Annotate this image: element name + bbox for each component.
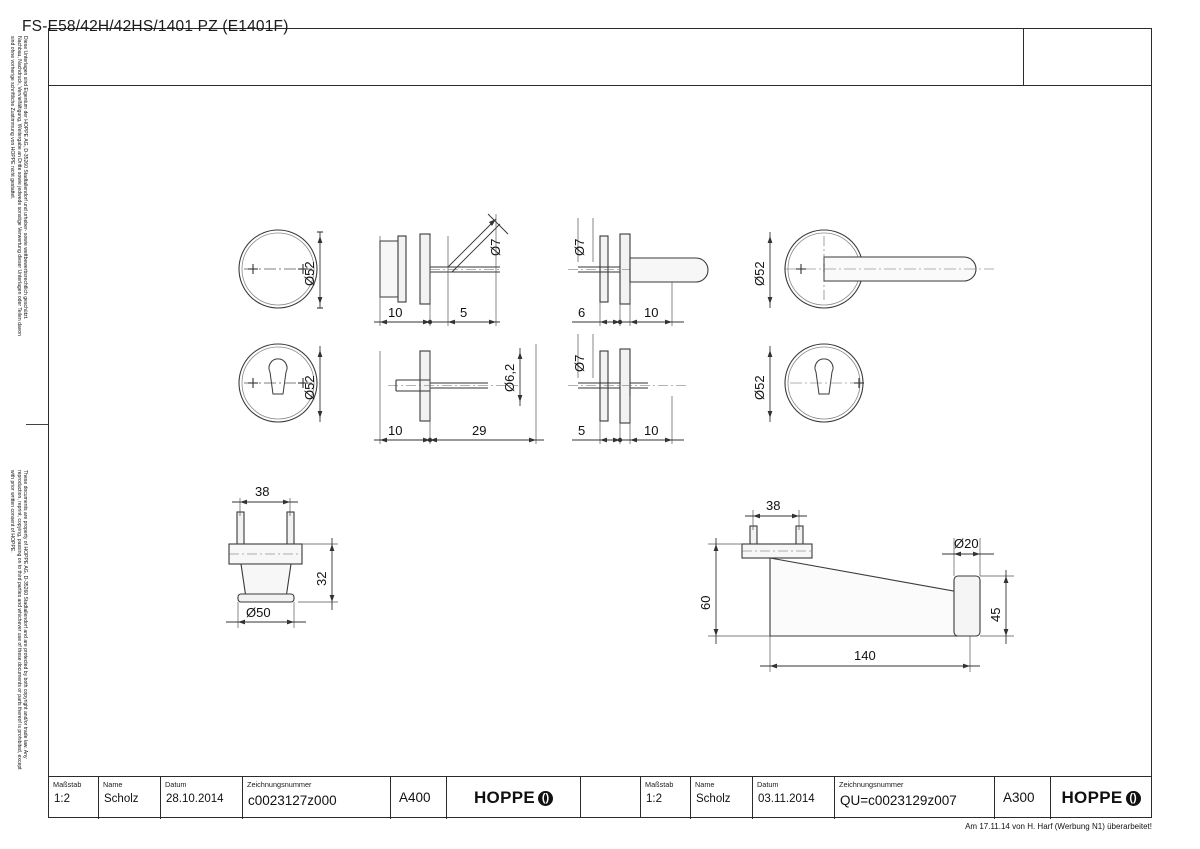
tb-left-drawing-no-value: c0023127z000 (248, 793, 337, 808)
tb-left-scale (49, 777, 99, 819)
dim-spindle-7b: Ø7 (572, 238, 587, 256)
tb-left-date-value: 28.10.2014 (166, 793, 224, 805)
hoppe-mark-icon-left: () (538, 791, 553, 806)
tb-right-drawing-no-value: QU=c0023129z007 (840, 793, 957, 808)
dim-10a: 10 (388, 305, 403, 320)
hoppe-logo-right (1051, 777, 1151, 819)
tb-left-name-label: Name (103, 780, 123, 789)
hoppe-logo-left (447, 777, 580, 819)
tb-right-sheet (995, 777, 1051, 819)
technical-drawing-area (48, 86, 1152, 732)
tb-left-drawing-no (243, 777, 391, 819)
titleblock-left (48, 776, 581, 818)
title-divider (1023, 28, 1024, 86)
legal-text-en: These documents are property of HOPPE AG, D-35260 Stadtallendorf and are protected by both copyright and/or trade law. Any reproduction, reprint, copying, passing on to third parties and whichever use of these documents or parts thereof is prohibited, except with prior written consent of HOPPE. (9, 470, 28, 770)
dim-rosette-52-4: Ø52 (752, 375, 767, 400)
dim-6: 6 (578, 305, 586, 320)
tb-left-sheet (391, 777, 447, 819)
dim-spindle-7c: Ø7 (572, 354, 587, 372)
revision-note: Am 17.11.14 von H. Harf (Werbung N1) überarbeitet! (965, 822, 1152, 831)
dim-rosette-52-2: Ø52 (302, 375, 317, 400)
fold-mark (26, 424, 48, 425)
tb-right-drawing-no-label: Zeichnungsnummer (839, 780, 904, 789)
dim-grip-20: Ø20 (954, 536, 979, 551)
dim-140: 140 (854, 648, 876, 663)
tb-right-name-value: Scholz (696, 793, 731, 805)
dim-screw-62: Ø6,2 (502, 363, 517, 392)
tb-right-scale-label: Maßstab (645, 780, 674, 789)
tb-left-drawing-no-label: Zeichnungsnummer (247, 780, 312, 789)
dim-knob-50: Ø50 (246, 605, 271, 620)
tb-right-date-value: 03.11.2014 (758, 793, 815, 805)
dim-60: 60 (698, 595, 713, 610)
title-bar (48, 28, 1152, 86)
tb-left-name-value: Scholz (104, 793, 139, 805)
dim-5b: 5 (578, 423, 586, 438)
dim-38b: 38 (766, 498, 781, 513)
tb-right-name-label: Name (695, 780, 715, 789)
tb-left-sheet-value: A400 (399, 790, 431, 805)
dim-rosette-52-3: Ø52 (752, 261, 767, 286)
tb-right-name (691, 777, 753, 819)
tb-right-scale (641, 777, 691, 819)
tb-left-name (99, 777, 161, 819)
dim-29: 29 (472, 423, 487, 438)
dim-45: 45 (988, 607, 1003, 622)
tb-left-date (161, 777, 243, 819)
dim-spindle-7: Ø7 (488, 238, 503, 256)
legal-text-de: Diese Unterlagen sind Eigentum der HOPPE AG, D-35260 Stadtallendorf und urheber- sowie wettbewerbsrechtlich geschützt. Nachbau, Nachdruck, Vervielfältigung, Weitergabe an Dritte sowie jedwede sonstige Verwertung dieser Unterlagen oder Teilen davon sind ohne vorherige schriftliche Zustimmung von HOPPE nicht gestattet. (9, 36, 28, 336)
page-title: FS-E58/42H/42HS/1401 PZ (E1401F) (22, 18, 289, 35)
dim-10b: 10 (644, 305, 659, 320)
tb-right-drawing-no (835, 777, 995, 819)
dim-10d: 10 (644, 423, 659, 438)
tb-right-date (753, 777, 835, 819)
hoppe-mark-icon-right: () (1126, 791, 1141, 806)
hoppe-wordmark-right: HOPPE (1061, 788, 1123, 807)
tb-left-scale-label: Maßstab (53, 780, 82, 789)
tb-right-date-label: Datum (757, 780, 779, 789)
hoppe-wordmark-left: HOPPE (473, 788, 536, 807)
tb-right-scale-value: 1:2 (646, 793, 662, 805)
tb-left-date-label: Datum (165, 780, 187, 789)
dim-10c: 10 (388, 423, 403, 438)
tb-right-sheet-value: A300 (1003, 790, 1035, 805)
drawing-svg (48, 86, 1152, 732)
dim-38a: 38 (255, 484, 270, 499)
dim-5a: 5 (460, 305, 468, 320)
dim-rosette-52-1: Ø52 (302, 261, 317, 286)
dim-32: 32 (314, 571, 329, 586)
tb-left-scale-value: 1:2 (54, 793, 70, 805)
titleblock-right (640, 776, 1152, 818)
